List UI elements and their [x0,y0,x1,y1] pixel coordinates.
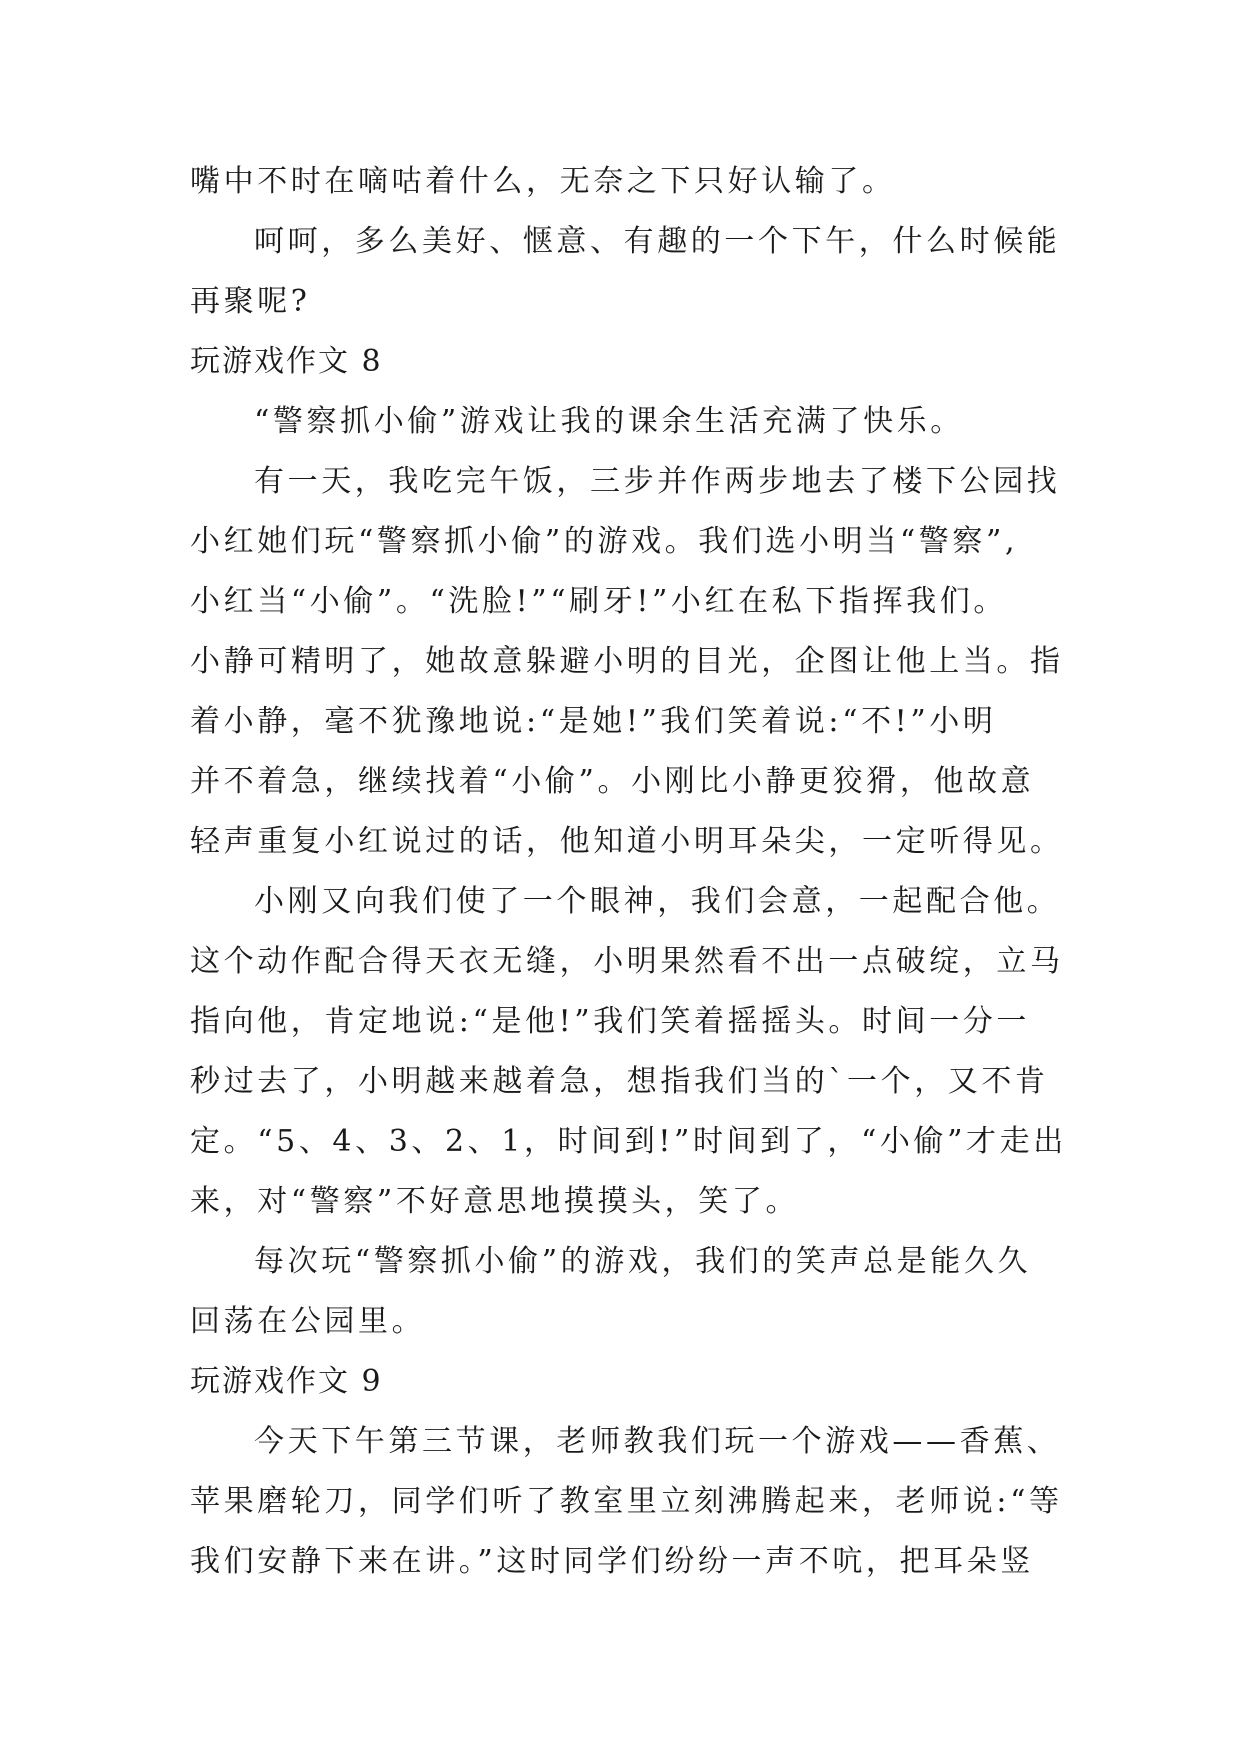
paragraph-line: 小红她们玩“警察抓小偷”的游戏。我们选小明当“警察”, [190,524,1019,559]
paragraph-line: “警察抓小偷”游戏让我的课余生活充满了快乐。 [254,404,964,439]
paragraph-line: 小刚又向我们使了一个眼神，我们会意，一起配合他。 [254,884,1061,919]
paragraph-line: 指向他，肯定地说:“是他!”我们笑着摇摇头。时间一分一 [190,1004,1031,1039]
paragraph-line: 再聚呢? [190,284,311,319]
paragraph-line: 这个动作配合得天衣无缝，小明果然看不出一点破绽，立马 [190,944,1064,979]
paragraph-line: 来，对“警察”不好意思地摸摸头，笑了。 [190,1184,800,1219]
paragraph-line: 有一天，我吃完午饭，三步并作两步地去了楼下公园找 [254,464,1061,499]
paragraph-line: 着小静，毫不犹豫地说:“是她!”我们笑着说:“不!”小明 [190,704,997,739]
paragraph-line: 并不着急，继续找着“小偷”。小刚比小静更狡猾，他故意 [190,764,1035,799]
paragraph-line: 今天下午第三节课，老师教我们玩一个游戏——香蕉、 [254,1424,1061,1459]
paragraph-line: 呵呵，多么美好、惬意、有趣的一个下午，什么时候能 [254,224,1061,259]
paragraph-line: 苹果磨轮刀，同学们听了教室里立刻沸腾起来，老师说:“等 [190,1484,1063,1519]
paragraph-line: 轻声重复小红说过的话，他知道小明耳朵尖，一定听得见。 [190,824,1064,859]
paragraph-line: 秒过去了，小明越来越着急，想指我们当的`一个，又不肯 [190,1064,1049,1099]
section-heading: 玩游戏作文 9 [190,1364,383,1399]
paragraph-line: 每次玩“警察抓小偷”的游戏，我们的笑声总是能久久 [254,1244,1032,1279]
paragraph-line: 回荡在公园里。 [190,1304,426,1339]
paragraph-line: 小静可精明了，她故意躲避小明的目光，企图让他上当。指 [190,644,1064,679]
paragraph-line: 定。“5、4、3、2、1，时间到!”时间到了，“小偷”才走出 [190,1124,1067,1159]
paragraph-line: 小红当“小偷”。“洗脸!”“刷牙!”小红在私下指挥我们。 [190,584,1007,619]
paragraph-line: 嘴中不时在嘀咕着什么，无奈之下只好认输了。 [190,164,896,199]
paragraph-line: 我们安静下来在讲。”这时同学们纷纷一声不吭，把耳朵竖 [190,1544,1034,1579]
section-heading: 玩游戏作文 8 [190,344,383,379]
document-body [190,152,1070,1592]
